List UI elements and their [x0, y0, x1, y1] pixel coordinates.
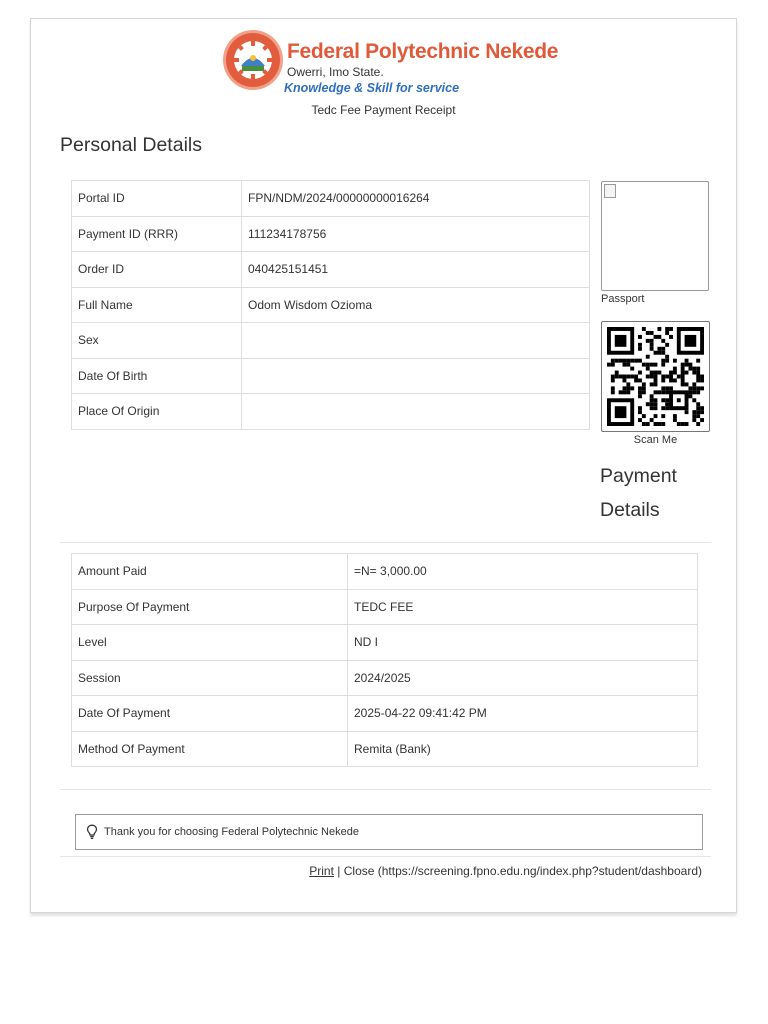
lightbulb-icon [86, 824, 98, 840]
row-value: 2024/2025 [348, 660, 698, 696]
personal-details-table [71, 180, 590, 430]
personal-details-heading: Personal Details [60, 134, 202, 156]
qr-code-icon [607, 327, 704, 426]
divider [60, 789, 711, 790]
row-label: Session [72, 660, 348, 696]
table-row [72, 696, 698, 732]
polytechnic-seal-icon [221, 28, 285, 92]
row-label: Sex [72, 323, 242, 359]
table-row [72, 216, 590, 252]
institution-name: Federal Polytechnic Nekede [287, 40, 559, 63]
qr-label: Scan Me [633, 434, 678, 446]
passport-photo [601, 181, 709, 291]
row-value: TEDC FEE [348, 589, 698, 625]
thank-you-text: Thank you for choosing Federal Polytechnic Nekede [104, 826, 359, 838]
row-label: Order ID [72, 252, 242, 288]
row-value: Odom Wisdom Ozioma [242, 287, 590, 323]
table-row [72, 287, 590, 323]
receipt-title: Tedc Fee Payment Receipt [311, 103, 456, 117]
row-label: Portal ID [72, 181, 242, 217]
table-row [72, 358, 590, 394]
row-label: Level [72, 625, 348, 661]
row-label: Purpose Of Payment [72, 589, 348, 625]
divider [60, 542, 711, 543]
table-row [72, 731, 698, 767]
row-label: Place Of Origin [72, 394, 242, 430]
table-row [72, 625, 698, 661]
divider [60, 856, 711, 857]
receipt-card [30, 18, 737, 913]
row-label: Date Of Birth [72, 358, 242, 394]
institution-motto: Knowledge & Skill for service [284, 81, 460, 95]
row-value [242, 323, 590, 359]
qr-code [601, 321, 710, 432]
table-row [72, 252, 590, 288]
row-label: Date Of Payment [72, 696, 348, 732]
footer-links [309, 864, 702, 878]
institution-logo [221, 28, 571, 100]
row-value: =N= 3,000.00 [348, 554, 698, 590]
table-row [72, 554, 698, 590]
row-value [242, 394, 590, 430]
institution-location: Owerri, Imo State. [287, 65, 384, 79]
table-row [72, 394, 590, 430]
row-value: ND I [348, 625, 698, 661]
table-row [72, 589, 698, 625]
row-label: Full Name [72, 287, 242, 323]
broken-image-icon [604, 184, 616, 198]
link-separator: | [333, 864, 344, 878]
row-label: Method Of Payment [72, 731, 348, 767]
row-label: Payment ID (RRR) [72, 216, 242, 252]
row-value: 111234178756 [242, 216, 590, 252]
table-row [72, 181, 590, 217]
row-value: FPN/NDM/2024/00000000016264 [242, 181, 590, 217]
passport-label: Passport [601, 293, 645, 305]
row-value [242, 358, 590, 394]
close-link[interactable]: Close (https://screening.fpno.edu.ng/index.php?student/dashboard) [343, 864, 702, 878]
thank-you-notice [75, 814, 703, 850]
payment-details-table [71, 553, 698, 767]
payment-details-heading: Payment Details [600, 465, 677, 521]
row-value: 040425151451 [242, 252, 590, 288]
row-label: Amount Paid [72, 554, 348, 590]
print-link[interactable]: Print [309, 864, 334, 878]
row-value: Remita (Bank) [348, 731, 698, 767]
row-value: 2025-04-22 09:41:42 PM [348, 696, 698, 732]
table-row [72, 660, 698, 696]
table-row [72, 323, 590, 359]
